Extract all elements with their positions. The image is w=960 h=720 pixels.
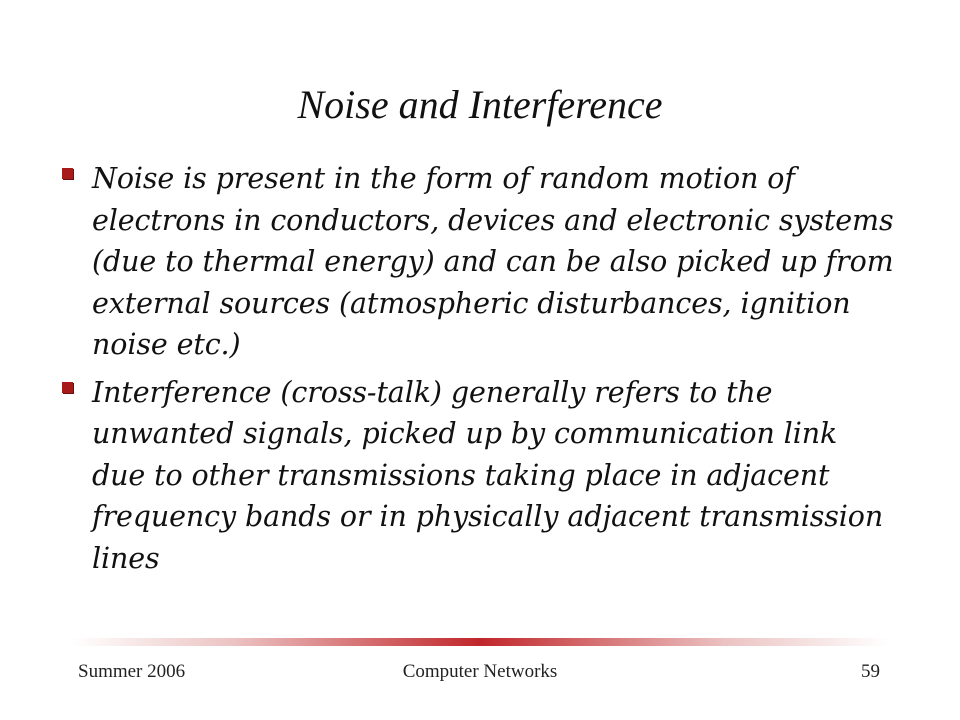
footer-divider: [72, 638, 888, 646]
square-bullet-icon: [62, 382, 73, 393]
footer-date: Summer 2006: [78, 661, 186, 682]
footer-page-number: 59: [861, 661, 880, 682]
footer-course-title: Computer Networks: [402, 661, 558, 682]
slide-title: Noise and Interference: [297, 82, 663, 127]
square-bullet-icon: [62, 168, 73, 179]
bullet-item-interference: [56, 372, 896, 580]
bullet-list: [56, 158, 896, 585]
bullet-text-interference: Interference (cross-talk) generally refers to the unwanted signals, picked up by communication link due to other transmissions taking place in adjacent frequency bands or in physically adjacent transmission lines: [92, 375, 884, 575]
bullet-text-noise: Noise is present in the form of random motion of electrons in conductors, devices and electronic systems (due to thermal energy) and can be also picked up from external sources (atmospheric disturbances, ignition noise etc.): [92, 162, 894, 361]
bullet-item-noise: [56, 158, 896, 366]
